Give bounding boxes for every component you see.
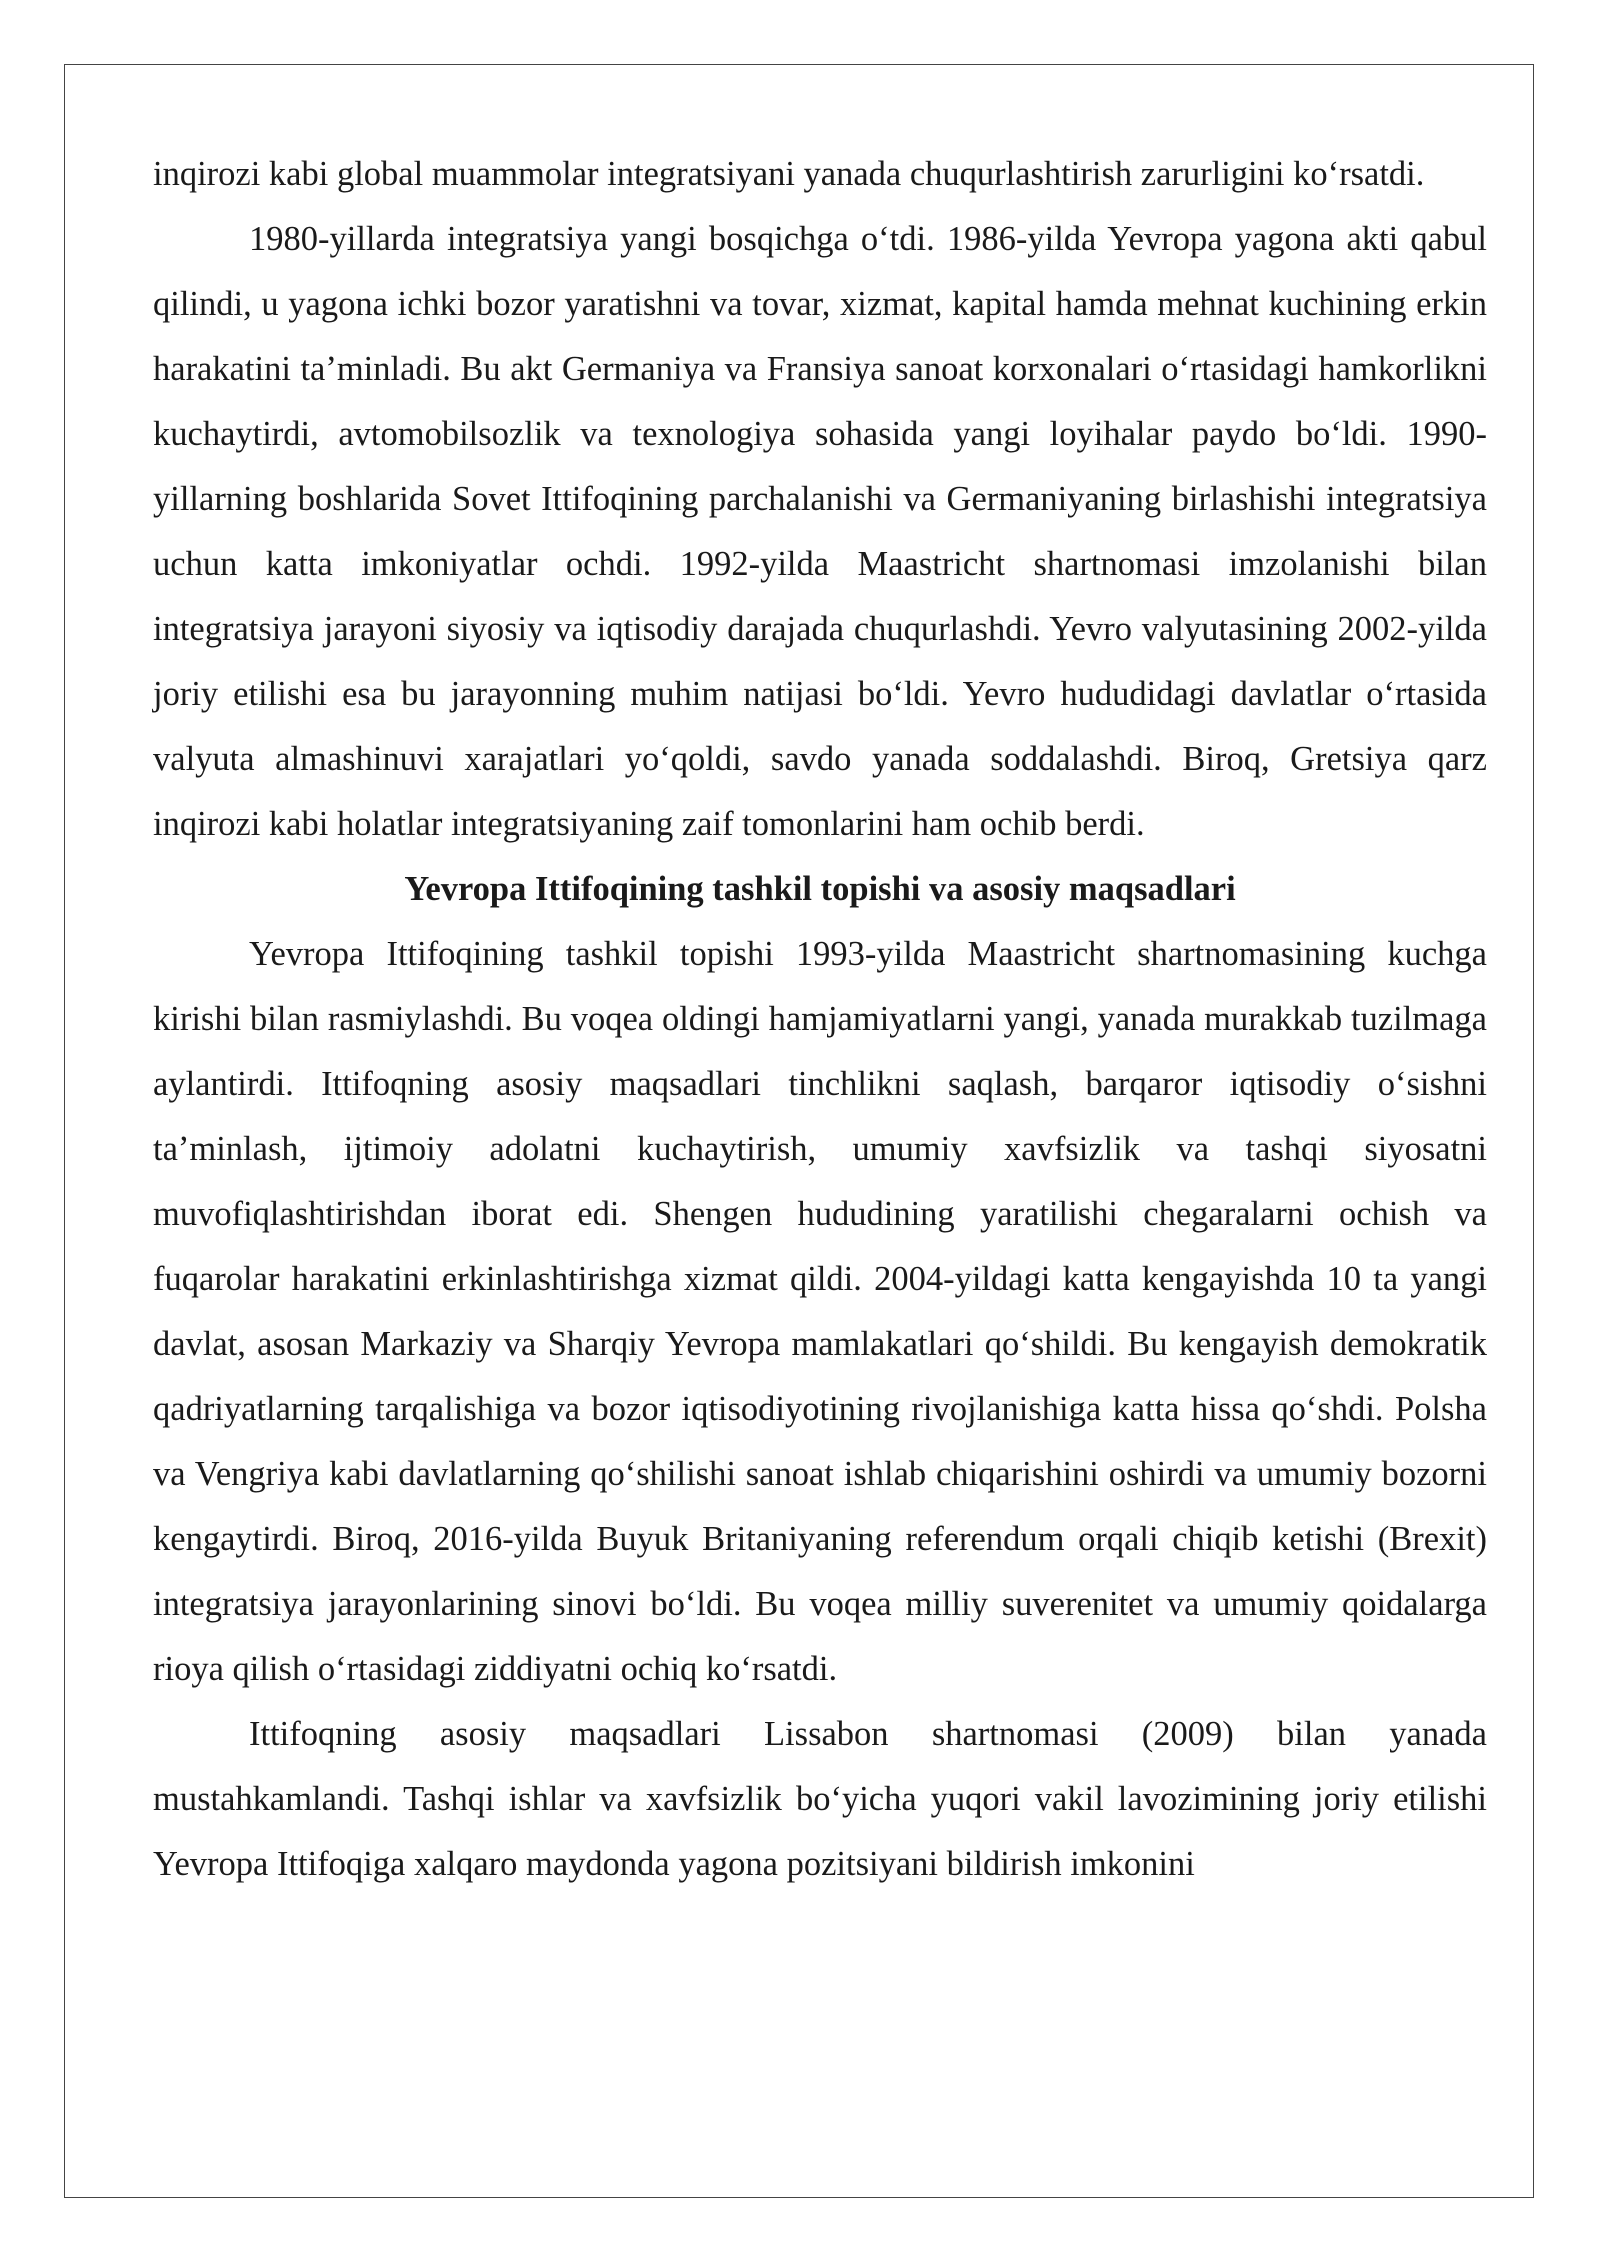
section-heading: Yevropa Ittifoqining tashkil topishi va asosiy maqsadlari xyxy=(404,870,1236,908)
paragraph-3: Yevropa Ittifoqining tashkil topishi 1993-yilda Maastricht shartnomasining kuchga kirishi bilan rasmiylashdi. Bu voqea oldingi hamjamiyatlarni yangi, yanada murakkab tuzilmaga aylantirdi. Ittifoqning asosiy maqsadlari tinchlikni saqlash, barqaror iqtisodiy oʻsishni taʼminlash, ijtimoiy adolatni kuchaytirish, umumiy xavfsizlik va tashqi siyosatni muvofiqlashtirishdan iborat edi. Shengen hududining yaratilishi chegaralarni ochish va fuqarolar harakatini erkinlashtirishga xizmat qildi. 2004-yildagi katta kengayishda 10 ta yangi davlat, asosan Markaziy va Sharqiy Yevropa mamlakatlari qoʻshildi. Bu kengayish demokratik qadriyatlarning tarqalishiga va bozor iqtisodiyotining rivojlanishiga katta hissa qoʻshdi. Polsha va Vengriya kabi davlatlarning qoʻshilishi sanoat ishlab chiqarishini oshirdi va umumiy bozorni kengaytirdi. Biroq, 2016-yilda Buyuk Britaniyaning referendum orqali chiqib ketishi (Brexit) integratsiya jarayonlarining sinovi boʻldi. Bu voqea milliy suverenitet va umumiy qoidalarga rioya qilish oʻrtasidagi ziddiyatni ochiq koʻrsatdi. xyxy=(153,935,1487,1688)
document-body xyxy=(153,142,1487,1897)
paragraph-1: inqirozi kabi global muammolar integratsiyani yanada chuqurlashtirish zarurligini koʻrsatdi. xyxy=(153,155,1425,193)
paragraph-2: 1980-yillarda integratsiya yangi bosqichga oʻtdi. 1986-yilda Yevropa yagona akti qabul qilindi, u yagona ichki bozor yaratishni va tovar, xizmat, kapital hamda mehnat kuchining erkin harakatini taʼminladi. Bu akt Germaniya va Fransiya sanoat korxonalari oʻrtasidagi hamkorlikni kuchaytirdi, avtomobilsozlik va texnologiya sohasida yangi loyihalar paydo boʻldi. 1990-yillarning boshlarida Sovet Ittifoqining parchalanishi va Germaniyaning birlashishi integratsiya uchun katta imkoniyatlar ochdi. 1992-yilda Maastricht shartnomasi imzolanishi bilan integratsiya jarayoni siyosiy va iqtisodiy darajada chuqurlashdi. Yevro valyutasining 2002-yilda joriy etilishi esa bu jarayonning muhim natijasi boʻldi. Yevro hududidagi davlatlar oʻrtasida valyuta almashinuvi xarajatlari yoʻqoldi, savdo yanada soddalashdi. Biroq, Gretsiya qarz inqirozi kabi holatlar integratsiyaning zaif tomonlarini ham ochib berdi. xyxy=(153,220,1487,843)
paragraph-4: Ittifoqning asosiy maqsadlari Lissabon shartnomasi (2009) bilan yanada mustahkamlandi. Tashqi ishlar va xavfsizlik boʻyicha yuqori vakil lavozimining joriy etilishi Yevropa Ittifoqiga xalqaro maydonda yagona pozitsiyani bildirish imkonini xyxy=(153,1715,1487,1883)
